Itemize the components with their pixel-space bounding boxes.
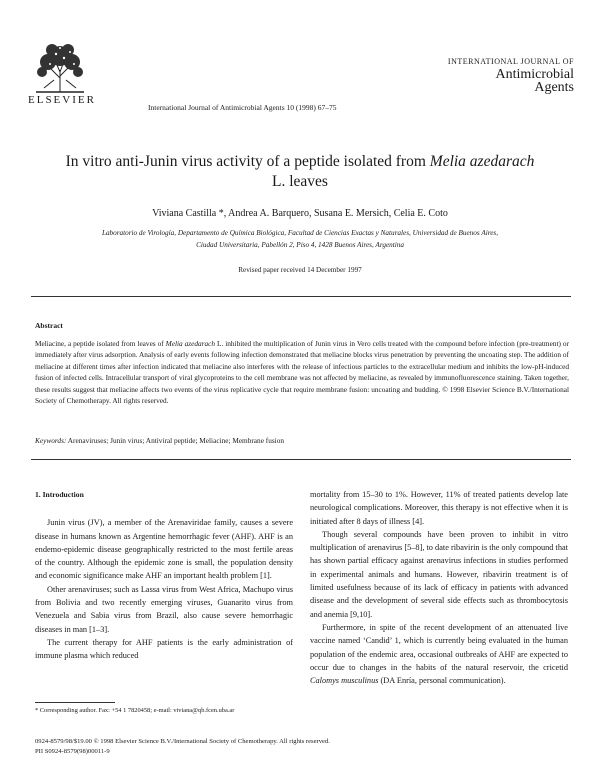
publisher-name: ELSEVIER xyxy=(28,94,96,106)
journal-citation: International Journal of Antimicrobial Agents 10 (1998) 67–75 xyxy=(148,103,337,112)
corresponding-author-footnote: * Corresponding author. Fax: +54 1 7820458; e-mail: viviana@qb.fcen.uba.ar xyxy=(35,707,235,714)
species-name: Calomys musculinus xyxy=(310,676,379,686)
article-title xyxy=(60,152,540,192)
affiliation-line1: Laboratorio de Virología, Departamento de Química Biológica, Facultad de Ciencias Exactas y Naturales, Universidad de Buenos Aires, xyxy=(101,229,499,237)
pii-line: PII S0924-8579(98)00011-9 xyxy=(35,748,110,755)
paragraph-lead: Furthermore, in spite of the recent development of an attenuated live vaccine named ‘Candid’ 1, which is currently being evaluated in the human population of the endemic area, occasional outbreaks of AHF are expected to occur due to changes in the habits of the natural reservoir, the cricetid xyxy=(310,622,568,672)
abstract-lead: Meliacine, a peptide isolated from leaves of xyxy=(35,339,166,348)
affiliation-line2: Ciudad Universitaria, Pabellón 2, Piso 4, 1428 Buenos Aires, Argentina xyxy=(196,241,404,249)
issn-line: 0924-8579/98/$19.00 © 1998 Elsevier Science B.V./International Society of Chemotherapy. All rights reserved. xyxy=(35,738,330,745)
section-heading: 1. Introduction xyxy=(35,490,84,499)
abstract-bottom-rule xyxy=(31,459,571,460)
keywords-label: Keywords: xyxy=(35,436,67,445)
paragraph: Other arenaviruses; such as Lassa virus from West Africa, Machupo virus from Bolivia and two recently emerging viruses, Guanarito virus from Venezuela and Sabia virus from Brazil, also cause severe hemorrhagic diseases in man [1–3]. xyxy=(35,584,293,634)
title-part1: In vitro anti-Junin virus activity of a peptide isolated from xyxy=(65,153,430,170)
abstract-text xyxy=(35,338,569,406)
paragraph: Junin virus (JV), a member of the Arenaviridae family, causes a severe disease in humans known as Argentine hemorrhagic fever (AHF). AHF is an endemo-epidemic disease geographically restricted to the most fertile areas of the country. Although the epidemic zone is small, the population density and economic significance make AHF an important health problem [1]. xyxy=(35,518,293,581)
keywords-list: Arenaviruses; Junin virus; Antiviral peptide; Meliacine; Membrane fusion xyxy=(66,436,285,445)
abstract-rest: L. inhibited the multiplication of Junin virus in Vero cells treated with the compound before infection (pre-treatment) or immediately after virus adsorption. Analysis of early events following infection demonstrated that meliacine blocks virus penetration by preventing the uncoating step. The addition of meliacine at different times after infection indicated that meliacine also interferes with the release of infectious particles to the extracellular medium and inhibits the low-pH-induced fusion of infected cells. Intracellular transport of viral glycoproteins to the cell membrane was not affected by meliacine, as revealed by immunofluorescence staining. Taken together, these results suggest that meliacine affects two events of the virus replicative cycle that require membrane fusion: uncoating and budding. © 1998 Elsevier Science B.V./International Society of Chemotherapy. All rights reserved. xyxy=(35,339,569,406)
journal-brand xyxy=(448,55,574,94)
abstract-top-rule xyxy=(31,296,571,297)
title-italic: Melia azedarach xyxy=(429,153,535,170)
title-part2: L. leaves xyxy=(272,173,328,190)
paragraph xyxy=(310,621,568,687)
abstract-species: Melia azedarach xyxy=(165,339,216,348)
footnote-rule xyxy=(35,702,115,703)
paragraph: mortality from 15–30 to 1%. However, 11% of treated patients develop late neurological complications. Moreover, this therapy is not effective when it is initiated after 8 days of illness [4]. xyxy=(310,490,568,526)
abstract-heading: Abstract xyxy=(35,321,63,330)
author-list: Viviana Castilla *, Andrea A. Barquero, Susana E. Mersich, Celia E. Coto xyxy=(152,208,448,219)
left-column xyxy=(35,488,293,663)
paragraph: Though several compounds have been proven to inhibit in vitro multiplication of arenavirus [5–8], to date ribavirin is the only compound that has shown partial efficacy against arenavirus infections in studies performed in experimental animals and humans. However, ribavirin treatment is of limited usefulness because of its lack of efficacy in patients with advanced disease and the development of several side effects such as thrombocytosis and anemia [9,10]. xyxy=(310,529,568,619)
journal-brand-line2: Antimicrobial xyxy=(495,67,574,82)
paragraph: The current therapy for AHF patients is the early administration of immune plasma which reduced xyxy=(35,637,293,661)
revised-date: Revised paper received 14 December 1997 xyxy=(238,266,362,274)
right-column xyxy=(310,488,568,687)
affiliation xyxy=(60,227,540,251)
paragraph-tail: (DA Enría, personal communication). xyxy=(378,676,506,686)
journal-brand-line3: Agents xyxy=(534,80,574,95)
journal-brand-line1: INTERNATIONAL JOURNAL OF xyxy=(447,57,574,66)
keywords xyxy=(35,436,569,445)
